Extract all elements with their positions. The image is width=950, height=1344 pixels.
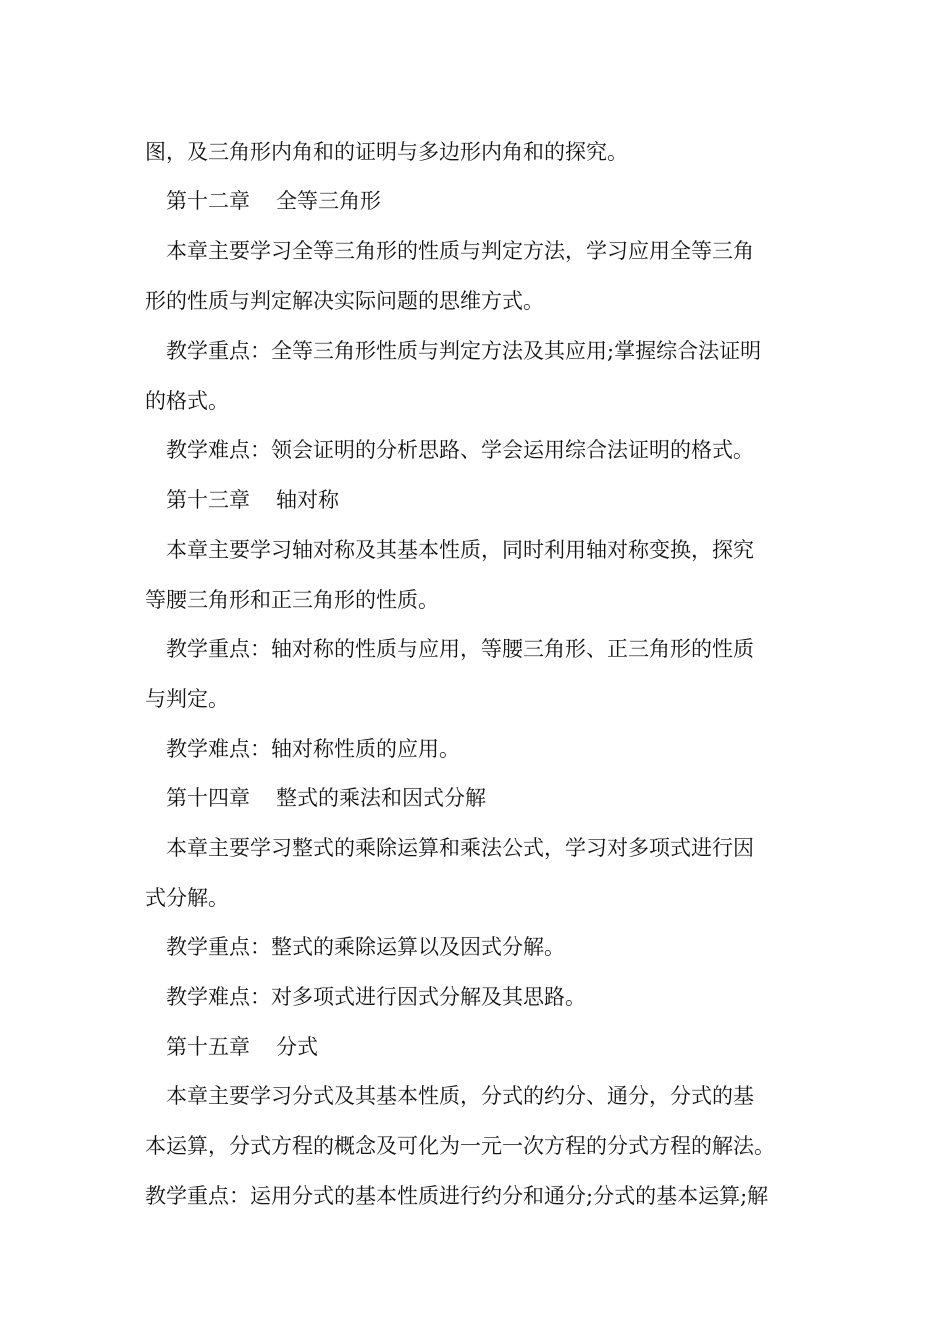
paragraph-line: 图，及三角形内角和的证明与多边形内角和的探究。 [145, 140, 628, 164]
paragraph-line: 式分解。 [145, 886, 229, 910]
paragraph-line: 教学重点：轴对称的性质与应用，等腰三角形、正三角形的性质 [166, 637, 754, 661]
paragraph-line: 教学难点：轴对称性质的应用。 [166, 737, 460, 761]
chapter-heading-15 [166, 1032, 816, 1062]
chapter-number: 第十二章 [166, 189, 250, 213]
paragraph-line: 形的性质与判定解决实际问题的思维方式。 [145, 289, 544, 313]
paragraph-line: 本运算，分式方程的概念及可化为一元一次方程的分式方程的解法。 [145, 1134, 775, 1158]
chapter-number: 第十三章 [166, 488, 250, 512]
paragraph-line: 教学重点：运用分式的基本性质进行约分和通分;分式的基本运算;解 [145, 1184, 769, 1208]
paragraph-line: 本章主要学习全等三角形的性质与判定方法，学习应用全等三角 [166, 239, 754, 263]
paragraph-line: 教学难点：对多项式进行因式分解及其思路。 [166, 985, 586, 1009]
chapter-heading-13 [166, 485, 816, 515]
paragraph-line: 的格式。 [145, 389, 229, 413]
paragraph-line: 教学重点：整式的乘除运算以及因式分解。 [166, 935, 565, 959]
paragraph-line: 等腰三角形和正三角形的性质。 [145, 588, 439, 612]
chapter-title: 全等三角形 [276, 189, 381, 213]
paragraph-line: 教学难点：领会证明的分析思路、学会运用综合法证明的格式。 [166, 438, 754, 462]
chapter-heading-12 [166, 186, 816, 216]
paragraph-line: 本章主要学习整式的乘除运算和乘法公式，学习对多项式进行因 [166, 836, 754, 860]
paragraph-line: 本章主要学习分式及其基本性质，分式的约分、通分，分式的基 [166, 1084, 754, 1108]
paragraph-line: 本章主要学习轴对称及其基本性质，同时利用轴对称变换，探究 [166, 538, 754, 562]
chapter-number: 第十五章 [166, 1035, 250, 1059]
chapter-heading-14 [166, 783, 816, 813]
chapter-number: 第十四章 [166, 786, 250, 810]
chapter-title: 分式 [276, 1035, 318, 1059]
paragraph-line: 教学重点：全等三角形性质与判定方法及其应用;掌握综合法证明 [166, 339, 762, 363]
chapter-title: 轴对称 [276, 488, 339, 512]
chapter-title: 整式的乘法和因式分解 [276, 786, 486, 810]
paragraph-line: 与判定。 [145, 687, 229, 711]
